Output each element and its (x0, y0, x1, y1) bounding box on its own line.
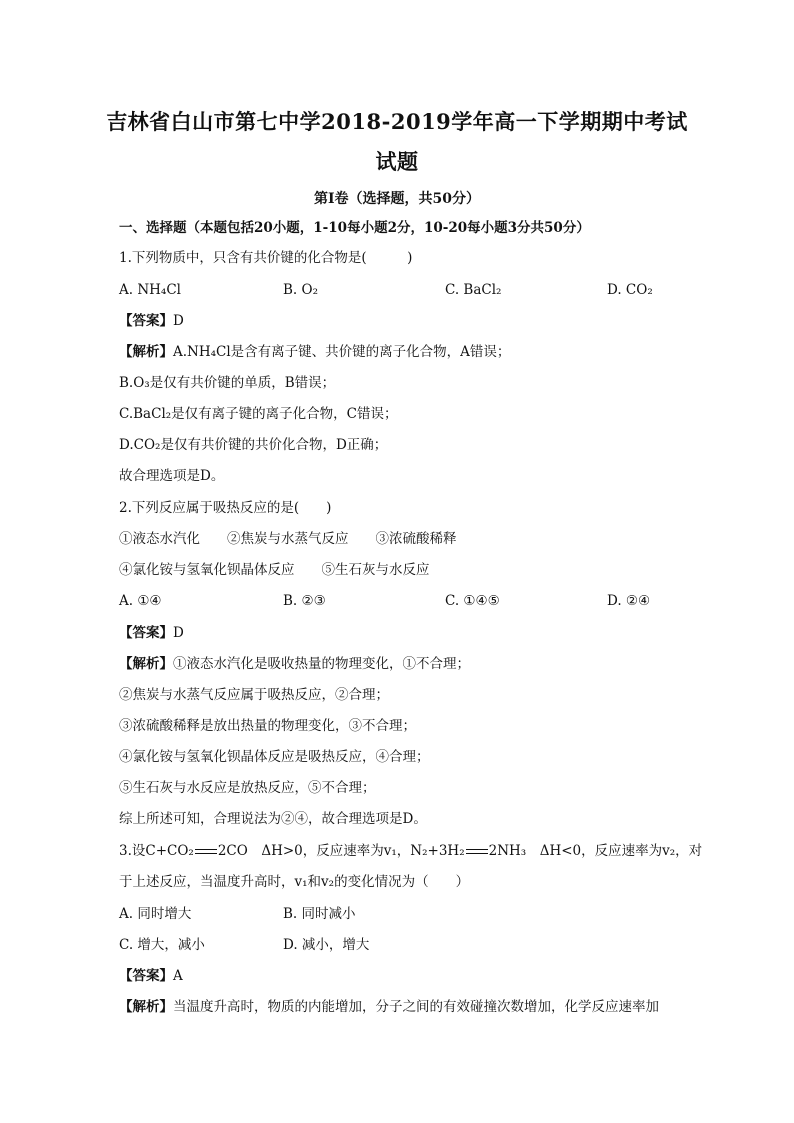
analysis-tag: 【解析】 (119, 344, 173, 360)
section-heading: 一、选择题（本题包括20小题，1-10每小题2分，10-20每小题3分共50分） (119, 220, 590, 236)
answer-value: A (173, 968, 183, 984)
question-3-stem (119, 842, 702, 860)
analysis-line: B.O₃是仅有共价键的单质，B错误； (119, 375, 336, 391)
part-heading: 第I卷（选择题，共50分） (313, 191, 481, 207)
stem-part: 2CO ΔH>0，反应速率为v₁，N₂+3H₂ (217, 843, 465, 859)
question-3-stem-continued: 于上述反应，当温度升高时，v₁和v₂的变化情况为（ ） (119, 874, 470, 890)
analysis-line: D.CO₂是仅有共价键的共价化合物，D正确； (119, 437, 388, 453)
answer-value: D (173, 625, 184, 641)
question-2-items: ①液态水汽化 ②焦炭与水蒸气反应 ③浓硫酸稀释 (119, 531, 457, 547)
page-title: 吉林省白山市第七中学2018-2019学年高一下学期期中考试 (106, 109, 688, 134)
question-2-analysis (119, 655, 470, 673)
question-3-option-c: C. 增大，减小 (119, 937, 205, 953)
question-1-option-c: C. BaCl₂ (445, 282, 502, 298)
equilibrium-arrow-icon (195, 849, 217, 855)
analysis-line: ②焦炭与水蒸气反应属于吸热反应，②合理； (119, 687, 389, 703)
question-2-answer (119, 624, 184, 642)
question-1-answer (119, 312, 184, 330)
answer-tag: 【答案】 (119, 313, 173, 329)
question-3-option-d: D. 减小，增大 (283, 937, 370, 953)
question-2-option-d: D. ②④ (607, 593, 651, 609)
question-2-items: ④氯化铵与氢氧化钡晶体反应 ⑤生石灰与水反应 (119, 562, 430, 578)
question-1-option-b: B. O₂ (283, 282, 318, 298)
question-2-stem: 2.下列反应属于吸热反应的是( ) (119, 500, 332, 516)
stem-part: 3.设C+CO₂ (119, 843, 194, 859)
answer-tag: 【答案】 (119, 968, 173, 984)
question-2-option-a: A. ①④ (119, 593, 162, 609)
analysis-line: ④氯化铵与氢氧化钡晶体反应是吸热反应，④合理； (119, 749, 430, 765)
question-1-option-a: A. NH₄Cl (119, 282, 181, 298)
question-3-option-a: A. 同时增大 (119, 906, 192, 922)
analysis-line: C.BaCl₂是仅有离子键的离子化合物，C错误； (119, 406, 398, 422)
question-2-option-c: C. ①④⑤ (445, 593, 500, 609)
analysis-line: 故合理选项是D。 (119, 468, 225, 484)
question-3-analysis (119, 998, 659, 1016)
analysis-line: 综上所述可知，合理说法为②④，故合理选项是D。 (119, 811, 427, 827)
question-1-analysis (119, 343, 510, 361)
equilibrium-arrow-icon (466, 849, 488, 855)
question-3-answer (119, 967, 183, 985)
answer-value: D (173, 313, 184, 329)
page-title-continued: 试题 (375, 149, 419, 174)
question-1-option-d: D. CO₂ (607, 282, 653, 298)
stem-part: 2NH₃ ΔH<0，反应速率为v₂，对 (488, 843, 703, 859)
question-1-stem: 1.下列物质中，只含有共价键的化合物是( ) (119, 250, 413, 266)
analysis-text: A.NH₄Cl是含有离子键、共价键的离子化合物，A错误； (173, 344, 511, 360)
question-2-option-b: B. ②③ (283, 593, 326, 609)
analysis-text: ①液态水汽化是吸收热量的物理变化，①不合理； (173, 656, 470, 672)
question-3-option-b: B. 同时减小 (283, 906, 356, 922)
analysis-tag: 【解析】 (119, 999, 173, 1015)
answer-tag: 【答案】 (119, 625, 173, 641)
analysis-line: ③浓硫酸稀释是放出热量的物理变化，③不合理； (119, 718, 416, 734)
analysis-text: 当温度升高时，物质的内能增加，分子之间的有效碰撞次数增加，化学反应速率加 (173, 999, 659, 1015)
analysis-line: ⑤生石灰与水反应是放热反应，⑤不合理； (119, 780, 376, 796)
analysis-tag: 【解析】 (119, 656, 173, 672)
